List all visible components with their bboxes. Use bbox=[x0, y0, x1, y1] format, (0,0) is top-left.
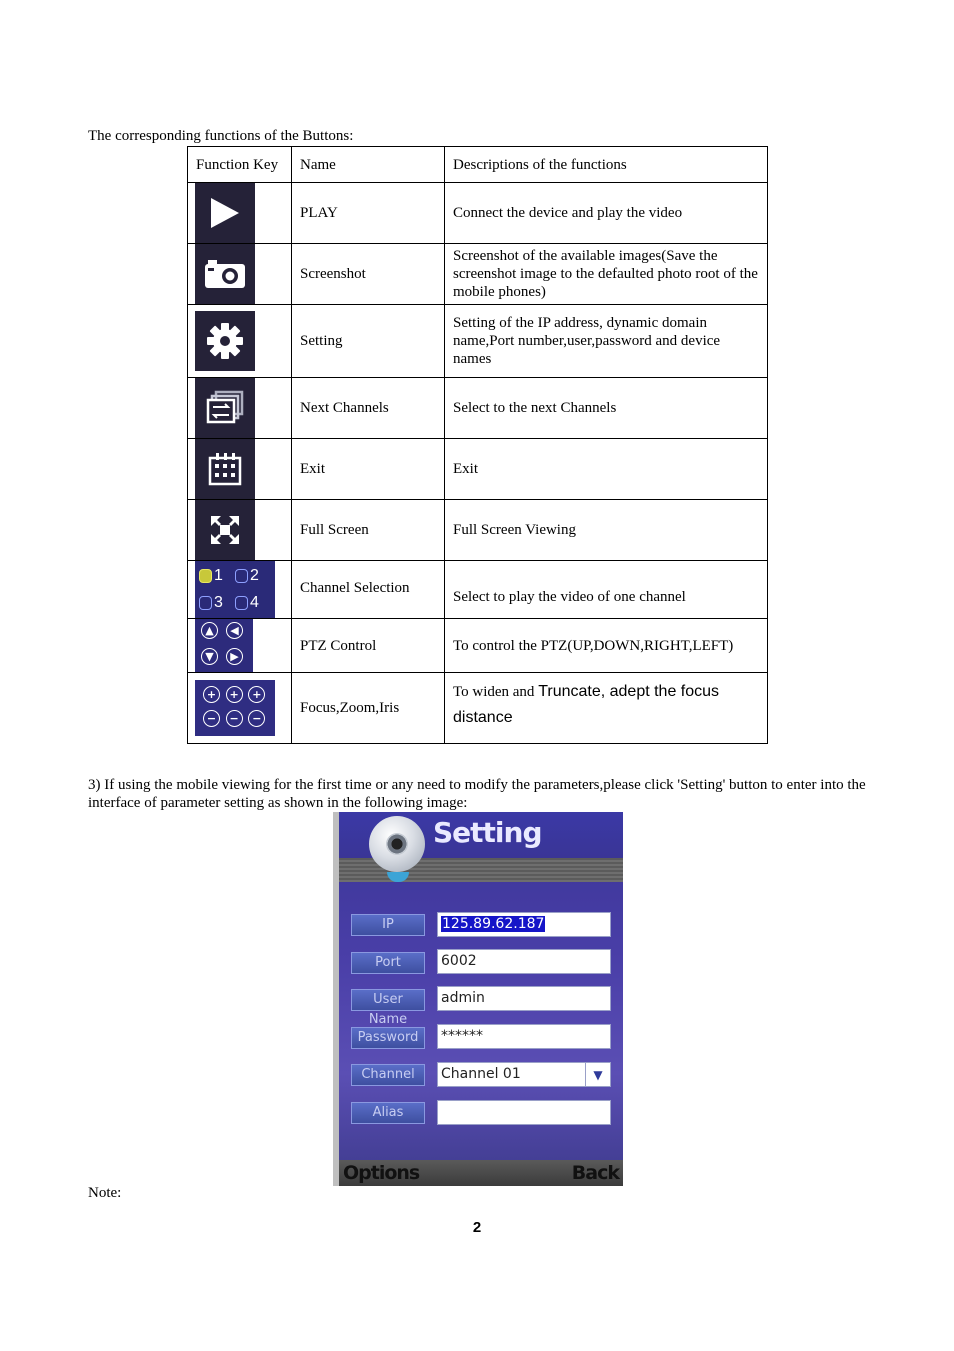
zoom-minus-icon: − bbox=[226, 710, 243, 727]
row-description: Screenshot of the available images(Save the screenshot image to the defaulted photo root of the mobile phones) bbox=[445, 244, 768, 305]
channel-label: 3 bbox=[214, 593, 223, 611]
header-name: Name bbox=[292, 147, 445, 183]
next-channels-icon bbox=[195, 378, 255, 438]
row-description: Select to play the video of one channel bbox=[445, 561, 768, 619]
note-label: Note: bbox=[88, 1185, 122, 1201]
channel-select[interactable] bbox=[437, 1062, 611, 1087]
row-name: Exit bbox=[292, 439, 445, 500]
row-name: PLAY bbox=[292, 183, 445, 244]
right-arrow-icon: ▶ bbox=[226, 648, 243, 665]
table-row bbox=[188, 183, 768, 244]
table-row bbox=[188, 500, 768, 561]
row-description-suffix: Truncate, adept the focus distance bbox=[453, 683, 720, 726]
intro-text: The corresponding functions of the Buttons: bbox=[88, 128, 354, 144]
left-arrow-icon: ◀ bbox=[226, 622, 243, 639]
ip-label-button[interactable]: IP bbox=[351, 914, 425, 936]
row-description: To control the PTZ(UP,DOWN,RIGHT,LEFT) bbox=[445, 619, 768, 673]
table-row bbox=[188, 561, 768, 619]
user-name-field[interactable]: admin bbox=[437, 986, 611, 1011]
alias-label-button[interactable]: Alias bbox=[351, 1102, 425, 1124]
channel-label: 4 bbox=[250, 593, 259, 611]
webcam-icon bbox=[369, 816, 425, 872]
options-softkey[interactable]: Options bbox=[343, 1162, 420, 1184]
row-name: Channel Selection bbox=[292, 561, 445, 619]
table-row bbox=[188, 673, 768, 744]
exit-icon bbox=[195, 439, 255, 499]
camera-icon bbox=[195, 244, 255, 304]
channel-selection-icon bbox=[195, 561, 275, 618]
gear-icon bbox=[195, 311, 255, 371]
table-row bbox=[188, 244, 768, 305]
phone-setting-screenshot bbox=[333, 812, 623, 1186]
ptz-control-icon bbox=[195, 619, 253, 672]
row-description: Setting of the IP address, dynamic domain name,Port number,user,password and device names bbox=[445, 305, 768, 378]
table-row bbox=[188, 378, 768, 439]
row-description: Exit bbox=[445, 439, 768, 500]
row-description: Connect the device and play the video bbox=[445, 183, 768, 244]
iris-plus-icon: + bbox=[248, 686, 265, 703]
row-description-prefix: To widen and bbox=[453, 684, 539, 700]
dropdown-arrow-icon[interactable]: ▼ bbox=[585, 1063, 610, 1086]
iris-minus-icon: − bbox=[248, 710, 265, 727]
phone-title: Setting bbox=[433, 816, 542, 849]
row-name: Setting bbox=[292, 305, 445, 378]
focus-plus-icon: + bbox=[203, 686, 220, 703]
header-function-key: Function Key bbox=[188, 147, 292, 183]
focus-zoom-iris-icon bbox=[195, 680, 275, 736]
up-arrow-icon: ▲ bbox=[201, 622, 218, 639]
row-name: Focus,Zoom,Iris bbox=[292, 673, 445, 744]
alias-field[interactable] bbox=[437, 1100, 611, 1125]
channel-label-button[interactable]: Channel bbox=[351, 1064, 425, 1086]
row-description: Select to the next Channels bbox=[445, 378, 768, 439]
table-header-row bbox=[188, 147, 768, 183]
zoom-plus-icon: + bbox=[226, 686, 243, 703]
row-name: Screenshot bbox=[292, 244, 445, 305]
instruction-paragraph: 3) If using the mobile viewing for the first time or any need to modify the parameters,please click 'Setting' button to enter into the interface of parameter setting as shown in the following image: bbox=[88, 777, 866, 811]
password-field[interactable]: ****** bbox=[437, 1024, 611, 1049]
user-name-label-button[interactable]: User Name bbox=[351, 989, 425, 1011]
row-description: Full Screen Viewing bbox=[445, 500, 768, 561]
row-description bbox=[445, 673, 768, 744]
down-arrow-icon: ▼ bbox=[201, 648, 218, 665]
ip-field[interactable]: 125.89.62.187 bbox=[437, 912, 611, 937]
back-softkey[interactable]: Back bbox=[571, 1162, 619, 1184]
password-label-button[interactable]: Password bbox=[351, 1027, 425, 1049]
play-icon bbox=[195, 183, 255, 243]
row-name: Full Screen bbox=[292, 500, 445, 561]
channel-label: 2 bbox=[250, 567, 259, 585]
table-row bbox=[188, 439, 768, 500]
header-description: Descriptions of the functions bbox=[445, 147, 768, 183]
channel-label: 1 bbox=[214, 567, 223, 585]
row-name: PTZ Control bbox=[292, 619, 445, 673]
port-field[interactable]: 6002 bbox=[437, 949, 611, 974]
row-name: Next Channels bbox=[292, 378, 445, 439]
full-screen-icon bbox=[195, 500, 255, 560]
channel-select-value: Channel 01 bbox=[441, 1066, 521, 1082]
port-label-button[interactable]: Port bbox=[351, 952, 425, 974]
table-row bbox=[188, 619, 768, 673]
focus-minus-icon: − bbox=[203, 710, 220, 727]
function-keys-table bbox=[187, 146, 768, 744]
table-row bbox=[188, 305, 768, 378]
softkey-bar bbox=[339, 1160, 623, 1186]
page-number: 2 bbox=[472, 1219, 482, 1236]
